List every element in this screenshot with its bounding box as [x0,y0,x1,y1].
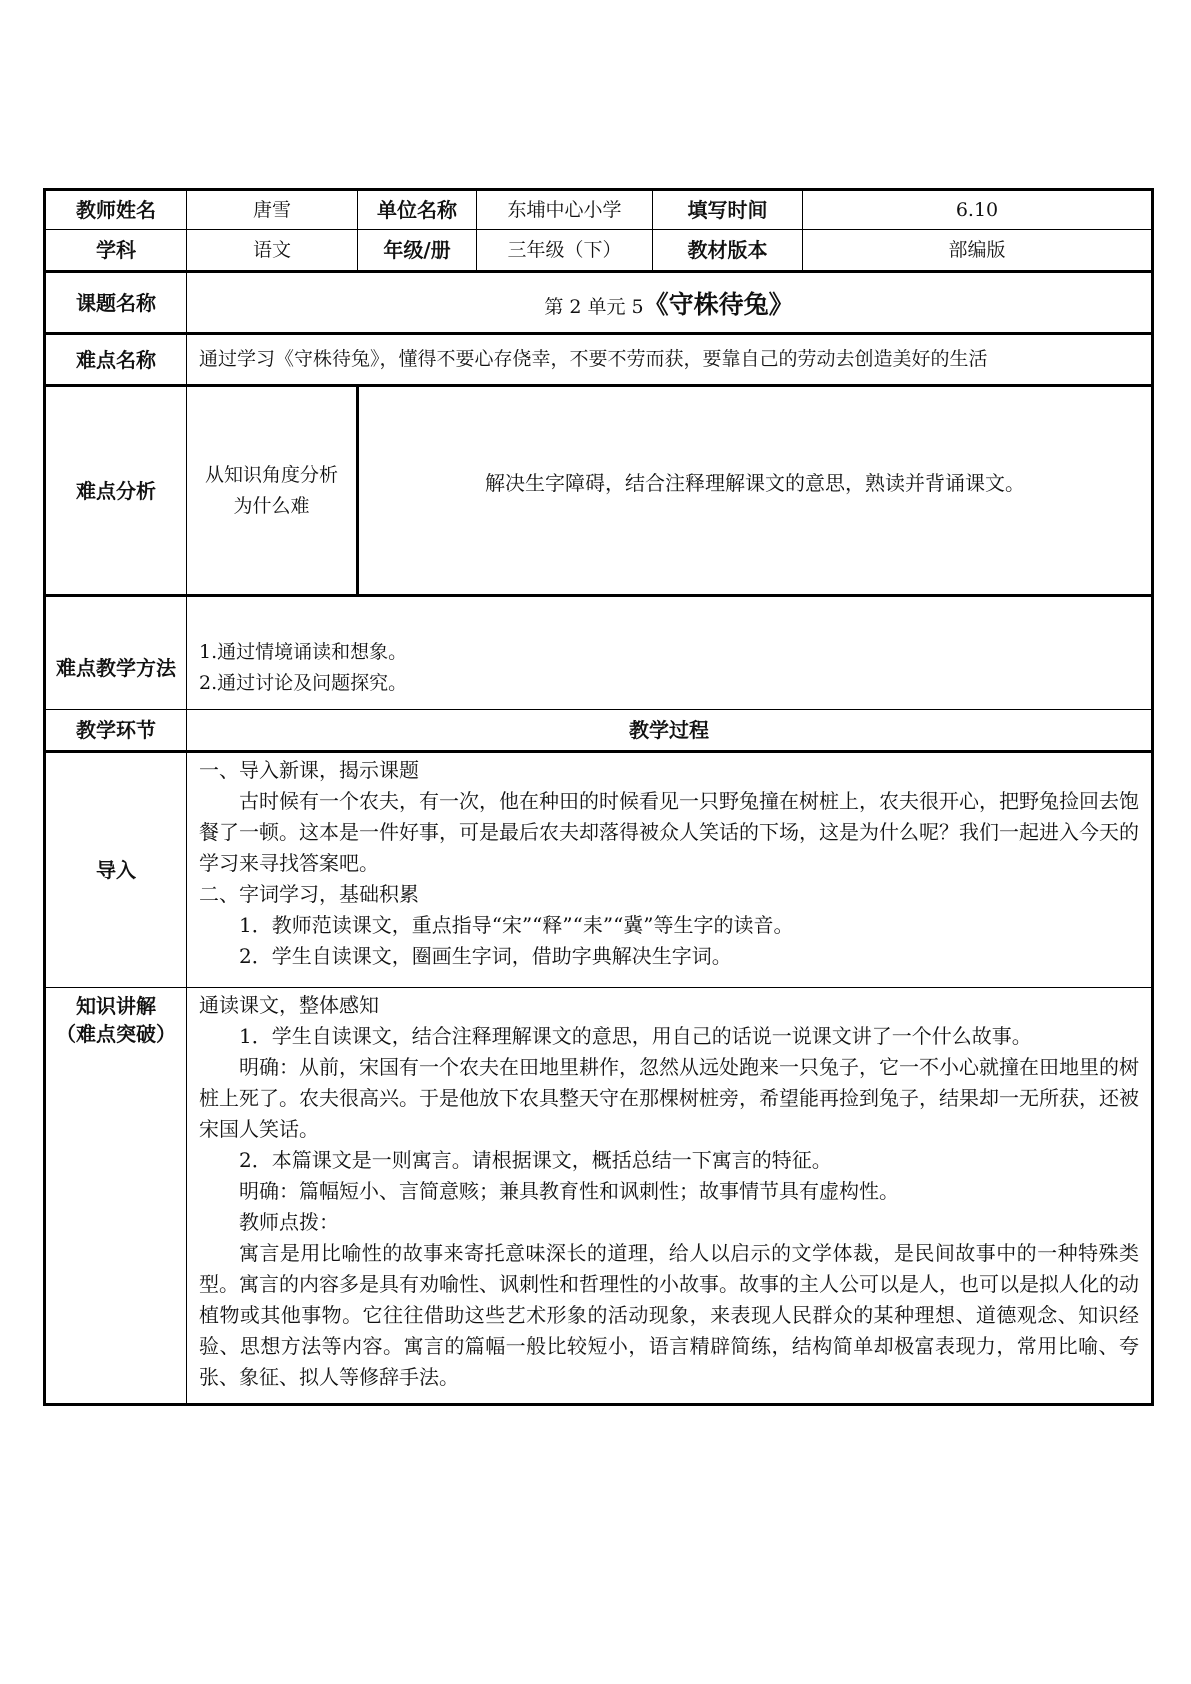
method-cell [187,596,1153,710]
intro-step-1: 1．教师范读课文，重点指导“宋”“释”“耒”“冀”等生字的读音。 [239,913,794,937]
knowledge-question-1: 1．学生自读课文，结合注释理解课文的意思，用自己的话说一说课文讲了一个什么故事。 [239,1024,1032,1048]
unit-name-value: 东埔中心小学 [477,190,653,230]
process-header-row [45,710,1153,752]
intro-row [45,752,1153,988]
analysis-row [45,386,1153,596]
teacher-tip-paragraph: 寓言是用比喻性的故事来寄托意味深长的道理，给人以启示的文学体裁，是民间故事中的一种特殊类型。寓言的内容多是具有劝喻性、讽刺性和哲理性的小故事。故事的主人公可以是人，也可以是拟人化的动植物或其他事物。它往往借助这些艺术形象的活动现象，来表现人民群众的某种理想、道德观念、知识经验、思想方法等内容。寓言的篇幅一般比较短小，语言精辟简练，结构简单却极富表现力，常用比喻、夸张、象征、拟人等修辞手法。 [199,1241,1139,1389]
method-row [45,596,1153,710]
analysis-sub-label-line-1: 从知识角度分析 [204,463,338,486]
analysis-sub-label [187,386,358,596]
fill-time-label: 填写时间 [653,190,803,230]
subject-value: 语文 [187,230,358,272]
method-label: 难点教学方法 [45,596,187,710]
edition-label: 教材版本 [653,230,803,272]
topic-prefix: 第 2 单元 5 [544,295,644,318]
difficulty-value: 通过学习《守株待兔》，懂得不要心存侥幸，不要不劳而获，要靠自己的劳动去创造美好的生活 [187,334,1153,386]
edition-value: 部编版 [803,230,1153,272]
topic-row [45,272,1153,334]
fill-time-value: 6.10 [803,190,1153,230]
teacher-name-label: 教师姓名 [45,190,187,230]
difficulty-label: 难点名称 [45,334,187,386]
topic-label: 课题名称 [45,272,187,334]
analysis-label: 难点分析 [45,386,187,596]
method-item-2: 2.通过讨论及问题探究。 [199,672,408,694]
topic-cell [187,272,1153,334]
analysis-sub-label-line-2: 为什么难 [233,494,310,517]
teacher-name-value: 唐雪 [187,190,358,230]
analysis-value: 解决生字障碍，结合注释理解课文的意思，熟读并背诵课文。 [358,386,1153,596]
knowledge-row [45,988,1153,1405]
intro-heading-1: 一、导入新课，揭示课题 [199,758,419,782]
intro-label: 导入 [45,752,187,988]
knowledge-label-line-1: 知识讲解 [76,994,156,1018]
knowledge-label [45,988,187,1405]
stage-header: 教学环节 [45,710,187,752]
knowledge-question-2: 2．本篇课文是一则寓言。请根据课文，概括总结一下寓言的特征。 [239,1148,832,1172]
knowledge-answer-1: 明确：从前，宋国有一个农夫在田地里耕作，忽然从远处跑来一只兔子，它一不小心就撞在田地里的树桩上死了。农夫很高兴。于是他放下农具整天守在那棵树桩旁，希望能再捡到兔子，结果却一无所获，还被宋国人笑话。 [199,1055,1139,1141]
intro-step-2: 2．学生自读课文，圈画生字词，借助字典解决生字词。 [239,944,732,968]
knowledge-content [187,988,1153,1405]
header-row-1 [45,190,1153,230]
knowledge-label-line-2: （难点突破） [56,1022,176,1046]
grade-value: 三年级（下） [477,230,653,272]
topic-title: 《守株待兔》 [643,289,794,319]
grade-label: 年级/册 [358,230,477,272]
difficulty-row [45,334,1153,386]
header-row-2 [45,230,1153,272]
intro-paragraph: 古时候有一个农夫，有一次，他在种田的时候看见一只野兔撞在树桩上，农夫很开心，把野兔捡回去饱餐了一顿。这本是一件好事，可是最后农夫却落得被众人笑话的下场，这是为什么呢？我们一起进入今天的学习来寻找答案吧。 [199,789,1139,875]
knowledge-answer-2: 明确：篇幅短小、言简意赅；兼具教育性和讽刺性；故事情节具有虚构性。 [239,1179,899,1203]
subject-label: 学科 [45,230,187,272]
teacher-tip-heading: 教师点拨： [239,1210,339,1234]
process-header: 教学过程 [187,710,1153,752]
lesson-plan-table [43,188,1154,1406]
knowledge-heading: 通读课文，整体感知 [199,993,379,1017]
unit-name-label: 单位名称 [358,190,477,230]
intro-content [187,752,1153,988]
lesson-plan-form [43,188,1151,1406]
method-item-1: 1.通过情境诵读和想象。 [199,641,408,663]
intro-heading-2: 二、字词学习，基础积累 [199,882,419,906]
